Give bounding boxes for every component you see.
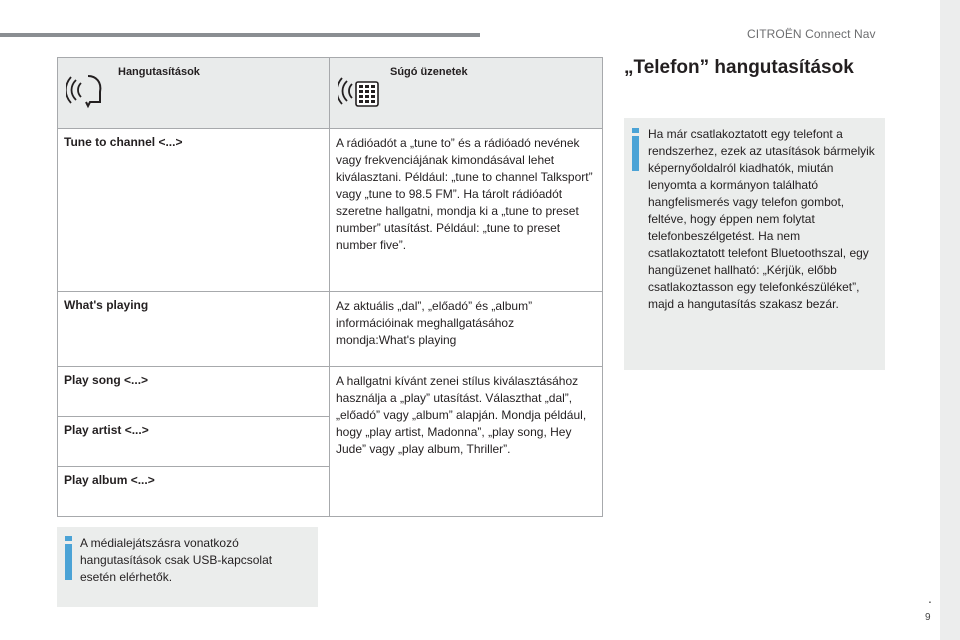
table-row: [58, 367, 603, 417]
help-text: Az aktuális „dal”, „előadó” és „album” információinak meghallgatásához mondja:What's playing: [330, 292, 603, 367]
help-text: A rádióadót a „tune to” és a rádióadó nevének vagy frekvenciájának kimondásával lehet kiválasztani. Például: „tune to channel Talksport” vagy „tune to 98.5 FM”. Ha tárolt rádióadót szeretne hallgatni, mondja ki a „tune to preset number” utasítást. Például: „tune to preset number five”.: [330, 129, 603, 292]
header-title: CITROËN Connect Nav: [747, 27, 876, 41]
media-note: [57, 527, 318, 607]
voice-help-screen-icon: [338, 70, 382, 115]
command-name: Play song <...>: [58, 367, 330, 417]
column-header-commands: [58, 58, 330, 129]
phone-note: [624, 118, 885, 370]
command-name: Play album <...>: [58, 467, 330, 517]
info-icon-bar: [65, 544, 72, 580]
voice-command-icon: [66, 70, 106, 113]
column-header-label: Súgó üzenetek: [390, 66, 468, 78]
header-bar: [0, 33, 480, 37]
phone-section-title: „Telefon” hangutasítások: [624, 57, 854, 78]
phone-note-text: Ha már csatlakoztatott egy telefont a rendszerhez, ezek az utasítások bármelyik képernyőoldalról kiadhatók, miután lenyomta a kormányon található hangfelismerés vagy telefon gombot, feltéve, hogy éppen nem folytat telefonbeszélgetést. Ha nem csatlakoztatott telefont Bluetoothszal, egy hangüzenet hallható: „Kérjük, előbb csatlakoztasson egy telefonkészüléket”, majd a hangutasítás szakasz bezár.: [648, 127, 875, 311]
media-note-text: A médialejátszásra vonatkozó hangutasítások csak USB-kapcsolat esetén elérhetők.: [80, 536, 273, 584]
command-name: What's playing: [58, 292, 330, 367]
info-icon-bar: [632, 136, 639, 171]
help-text: A hallgatni kívánt zenei stílus kiválasztásához használja a „play” utasítást. Választhat „dal”, „előadó” vagy „album” alapján. Mondja például, hogy „play artist, Madonna”, „play song, Hey Jude” vagy „play album, Thriller”.: [330, 367, 603, 517]
command-name: Tune to channel <...>: [58, 129, 330, 292]
side-strip: [940, 0, 960, 640]
page-number: 9: [925, 612, 931, 623]
side-marker: .: [928, 590, 932, 606]
info-icon: [65, 536, 72, 541]
command-name: Play artist <...>: [58, 417, 330, 467]
voice-command-table: [57, 57, 603, 517]
table-row: [58, 292, 603, 367]
column-header-help: [330, 58, 603, 129]
column-header-label: Hangutasítások: [118, 66, 200, 78]
table-header-row: [58, 58, 603, 129]
info-icon: [632, 128, 639, 133]
table-row: [58, 129, 603, 292]
